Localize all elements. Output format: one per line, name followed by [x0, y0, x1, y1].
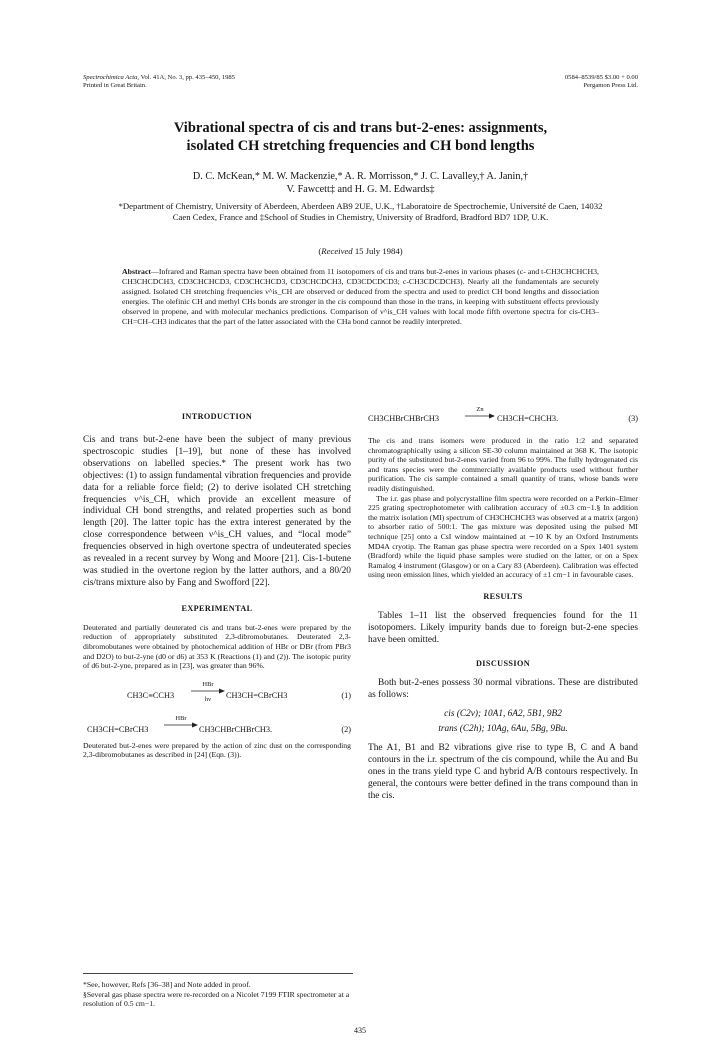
experimental-text: Deuterated and partially deuterated cis and trans but-2-enes were prepared by the reduction of appropriately substituted 2,3-dibromobutanes. Deuterated 2,3-dibromobutanes were obtained by photochemical addition of HBr or DBr (from PBr3 and D2O) to but-2-yne (d0 or d6) at 353 K (Reactions (1) and (2)). The isotopic purity of d6 but-2-yne, prepared as in [23], was greater than 96%. — [83, 622, 351, 671]
authors-line-1: D. C. McKean,* M. W. Mackenzie,* A. R. Morrisson,* J. C. Lavalley,† A. Janin,† — [192, 171, 529, 182]
eq2-number: (2) — [341, 724, 351, 734]
equation-1 — [83, 681, 351, 707]
received-date: (Received 15 July 1984) — [318, 246, 403, 256]
publisher-header — [520, 74, 638, 91]
title-line-1: Vibrational spectra of cis and trans but-2-enes: assignments, — [173, 120, 548, 136]
journal-header — [83, 74, 235, 91]
journal-ref: , Vol. 41A, No. 3, pp. 435–450, 1985 — [137, 74, 235, 81]
results-text: Tables 1–11 list the observed frequencies found for the 11 isotopomers. Likely impurity bands due to foreign but-2-ene species have been omitted. — [368, 610, 638, 645]
methods-paragraph-1: The cis and trans isomers were produced in the ratio 1:2 and separated chromatographically using a silicon SE-30 column maintained at 368 K. The isotopic purity of the substituted but-2-enes varied from 96 to 99%. The fully hydrogenated cis and trans species were the commercially available products used without further purification. The cis sample contained a small quantity of trans, whose bands were readily distinguished. — [368, 436, 638, 493]
right-column — [368, 406, 638, 803]
eq3-arrow — [465, 406, 495, 421]
eq2-rhs: CH3CHBrCHBrCH3. — [199, 724, 273, 734]
eq3-reagent: Zn — [476, 406, 484, 413]
reaction-arrow-icon — [191, 688, 225, 694]
authors-line-2: V. Fawcett‡ and H. G. M. Edwards‡ — [286, 184, 435, 195]
footnote-rule — [83, 973, 353, 974]
issn-code: 0584–8539/85 $3.00 + 0.00 — [564, 74, 638, 81]
cis-symmetry-line: cis (C2v); 10A1, 6A2, 5B1, 9B2 — [444, 709, 562, 720]
eq2-arrow — [164, 715, 198, 730]
left-column — [83, 412, 351, 760]
eq1-rhs: CH3CH=CBrCH3 — [226, 690, 288, 700]
discussion-text: Both but-2-enes possess 30 normal vibrations. These are distributed as follows: — [368, 677, 638, 700]
affiliations: *Department of Chemistry, University of Aberdeen, Aberdeen AB9 2UE, U.K., †Laboratoire de Spectrochemie, Université de Caen, 14032 Caen Cedex, France and ‡School of Studies in Chemistry, University of Bradford, Bradford BD7 1DP, U.K. — [118, 201, 603, 223]
authors — [100, 170, 621, 196]
received-value: 15 July 1984 — [354, 246, 400, 256]
experimental-text-2: Deuterated but-2-enes were prepared by the action of zinc dust on the corresponding 2,3-dibromobutanes as described in [24] (Eqn. (3)). — [83, 740, 351, 760]
discussion-text-2: The A1, B1 and B2 vibrations give rise to type B, C and A band contours in the i.r. spectrum of the cis compound, while the Au and Bu ones in the trans yield type C and hybrid A/B contours respectively. In general, the contours were better defined in the trans compound than in the cis. — [368, 743, 638, 802]
eq3-number: (3) — [628, 414, 638, 423]
eq2-lhs: CH3CH=CBrCH3 — [87, 724, 149, 734]
eq1-reagent: HBr — [202, 680, 214, 688]
eq1-condition: hν — [204, 695, 212, 703]
page-number: 435 — [354, 1026, 366, 1035]
introduction-heading: INTRODUCTION — [181, 412, 253, 421]
introduction-text: Cis and trans but-2-ene have been the subject of many previous spectroscopic studies [1–19], but none of these has involved observations on labelled species.* The present work has two objectives: (1) to assign fundamental vibration frequencies and provide data for a reliable force field; (2) to derive isolated CH stretching frequencies ν^is_CH, which provide an excellent measure of individual CH bond strengths, and related properties such as bond length [20]. The latter topic has the extra interest generated by the close correspondence between ν^is_CH values, and “local mode” frequencies observed in high overtone spectra of undeuterated species as revealed in a recent survey by Wong and Moore [21]. Cis-1-butene was studied in the overtone region by the latter authors, and a 80/20 cis/trans mixture also by Fang and Swofford [22]. — [83, 435, 351, 588]
publisher-name: Pergamon Press Ltd. — [583, 82, 638, 90]
equation-3 — [368, 406, 638, 428]
eq1-arrow — [191, 681, 225, 703]
footnote-1: *See, however, Refs [36–38] and Note added in proof. — [83, 980, 251, 989]
footnote-2: §Several gas phase spectra were re-recorded on a Nicolet 7199 FTIR spectrometer at a resolution of 0.5 cm−1. — [83, 989, 350, 1009]
discussion-heading: DISCUSSION — [475, 658, 531, 668]
journal-name: Spectrochimica Acta — [83, 74, 138, 81]
reaction-arrow-icon — [465, 413, 495, 419]
eq2-reagent: HBr — [175, 714, 187, 722]
equation-2 — [83, 715, 351, 741]
title-line-2: isolated CH stretching frequencies and CH bond lengths — [186, 138, 535, 154]
eq1-lhs: CH3C≡CCH3 — [127, 690, 175, 700]
experimental-heading: EXPERIMENTAL — [181, 603, 253, 613]
abstract-text: —Infrared and Raman spectra have been obtained from 11 isotopomers of cis and trans but-2-enes in various phases (c- and t-CH3CHCHCH3, CH3CHCDCH3, CD3CHCHCD3, CD3CHCHCD3, CD3CHCDCH3, CD3CDCDCD3; c-CH3CDCDCH3). Nearly all the fundamentals are securely assigned. Isolated CH stretching frequencies ν^is_CH are observed or deduced from the spectra and used to predict CH bond lengths and dissociation energies. The olefinic CH and methyl CHs bonds are stronger in the cis compound than those in the trans, in keeping with substituent effects previously observed in propene, and with molecular mechanics predictions. Comparison of ν^is_CH values with local mode fifth overtone spectra for cis-CH3–CH=CH–CH3 indicates that the part of the latter associated with the CHa bond cannot be readily interpreted. — [122, 267, 599, 327]
footnotes — [83, 973, 353, 1009]
eq3-rhs: CH3CH=CHCH3. — [497, 414, 559, 423]
received-label: Received — [321, 246, 353, 256]
trans-symmetry-line: trans (C2h); 10Ag, 6Au, 5Bg, 9Bu. — [438, 724, 568, 735]
paper-title — [80, 119, 641, 155]
eq1-number: (1) — [341, 690, 351, 700]
abstract-label: Abstract — [122, 267, 152, 276]
results-heading: RESULTS — [483, 591, 523, 601]
abstract — [122, 267, 599, 328]
printed-note: Printed in Great Britain. — [83, 82, 147, 90]
reaction-arrow-icon — [164, 722, 198, 728]
methods-paragraph-2: The i.r. gas phase and polycrystalline film spectra were recorded on a Perkin–Elmer 225 grating spectrophotometer with calibration accuracy of ±0.3 cm−1.§ In addition the matrix isolation (MI) spectrum of CH3CHCHCH3 was observed at a matrix (argon) to absorber ratio of 500:1. The gas mixture was deposited using the pulsed MI technique [25] onto a CsI window maintained at ∼10 K by an Oxford Instruments MD4A cryotip. The Raman gas phase spectra were recorded on a Spex 1401 system (Bradford) while the liquid phase samples were studied on the latter, or on a Spex Ramalog 4 instrument (Glasgow) or on a Cary 83 (Aberdeen). Calibration was effected using neon emission lines, which yielded an accuracy of ±1 cm−1 in favourable cases. — [368, 493, 638, 580]
eq3-lhs: CH3CHBrCHBrCH3 — [368, 414, 439, 423]
